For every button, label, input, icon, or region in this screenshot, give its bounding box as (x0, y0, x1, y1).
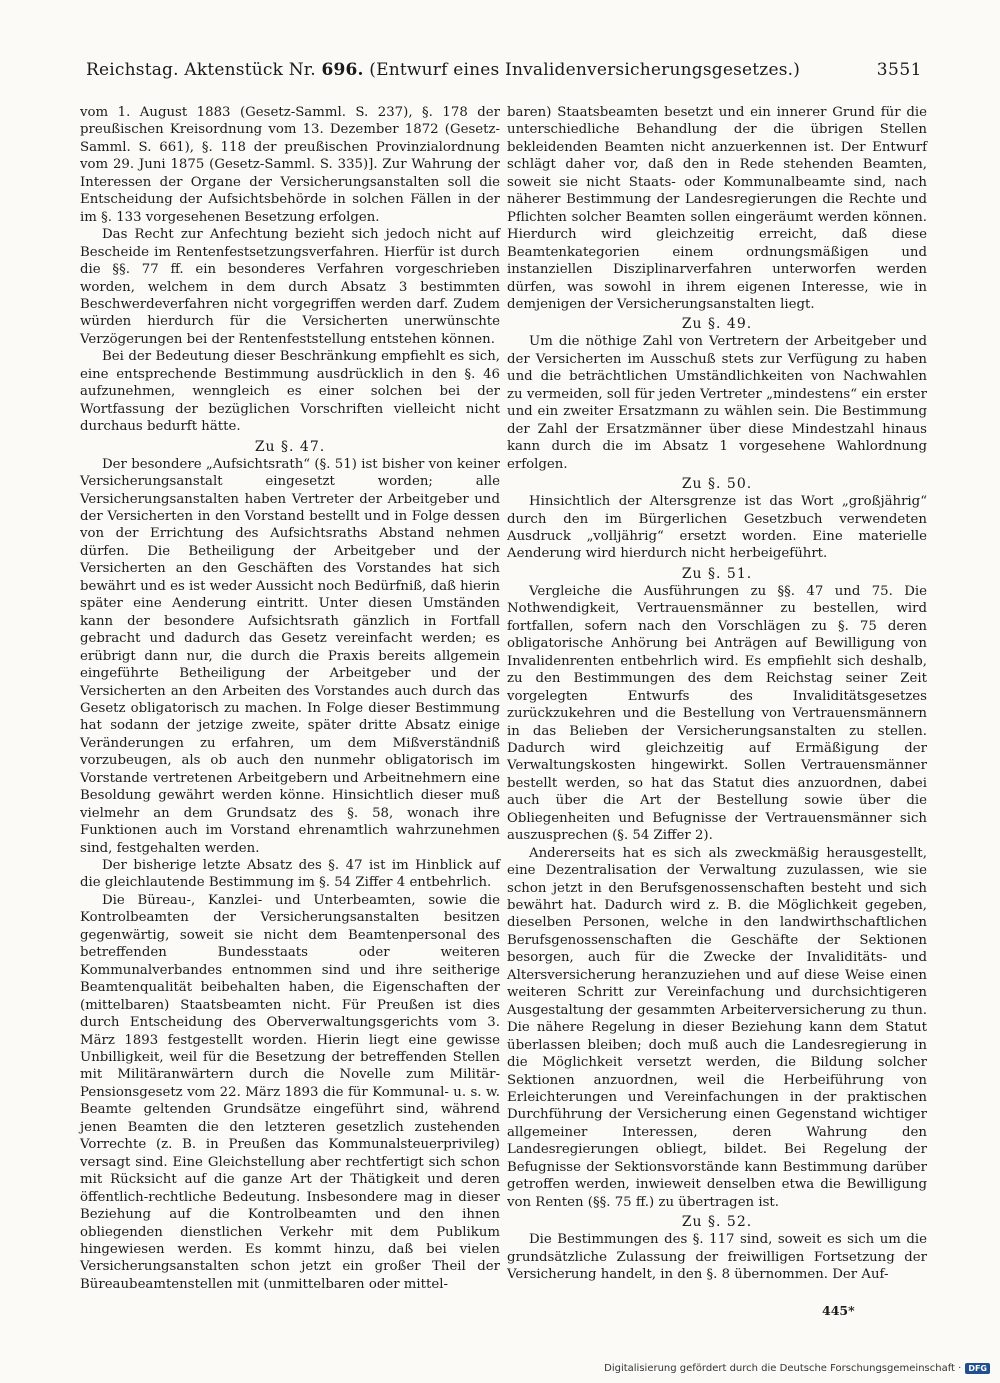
page-number: 3551 (876, 60, 922, 80)
paragraph: Vergleiche die Ausführungen zu §§. 47 und 75. Die Nothwendigkeit, Vertrauensmänner zu bestellen, wird fortfallen, sofern nach den Vorschlägen zu §. 75 deren obligatorische Anhörung bei Anträgen auf Bewilligung von Invalidenrenten entbehrlich wird. Es empfiehlt sich deshalb, zu den Bestimmungen des dem Reichstag seiner Zeit vorgelegten Entwurfs des Invaliditätsgesetzes zurückzukehren und die Bestellung von Vertrauensmännern in das Belieben der Versicherungsanstalten zu stellen. Dadurch wird gleichzeitig auf Ermäßigung der Verwaltungskosten hingewirkt. Sollen Vertrauensmänner bestellt werden, so hat das Statut dies anzuordnen, dabei auch über die Art der Bestellung sowie über die Obliegenheiten und Befugnisse der Vertrauensmänner sich auszusprechen (§. 54 Ziffer 2). (507, 583, 927, 844)
section-heading: Zu §. 52. (681, 1214, 753, 1231)
running-head-suffix: (Entwurf eines Invalidenversicherungsgesetzes.) (369, 60, 801, 80)
document-number: 696. (321, 60, 364, 80)
paragraph: Die Büreau-, Kanzlei- und Unterbeamten, sowie die Kontrolbeamten der Versicherungsanstalten besitzen gegenwärtig, soweit sie nicht dem Beamtenpersonal des betreffenden Bundesstaats oder weiteren Kommunalverbandes entnommen sind und ihre seitherige Beamtenqualität beibehalten haben, die Eigenschaften der (mittelbaren) Staatsbeamten nicht. Für Preußen ist dies durch Entscheidung des Oberverwaltungsgerichts vom 3. März 1893 festgestellt worden. Hierin liegt eine gewisse Unbilligkeit, weil für die Besetzung der betreffenden Stellen mit Militäranwärtern durch die Novelle zum Militär-Pensionsgesetz vom 22. März 1893 die für Kommunal- u. s. w. Beamte geltenden Grundsätze eingeführt sind, während jenen Beamten die den letzteren gesetzlich zustehenden Vorrechte (z. B. in Preußen das Kommunalsteuerprivileg) versagt sind. Eine Gleichstellung aber rechtfertigt sich schon mit Rücksicht auf die ganze Art der Thätigkeit und deren öffentlich-rechtliche Bedeutung. Insbesondere mag in dieser Beziehung auf die Kontrolbeamten und den ihnen obliegenden dienstlichen Verkehr mit dem Publikum hingewiesen werden. Es kommt hinzu, daß bei vielen Versicherungsanstalten schon jetzt ein großer Theil der Büreaubeamtenstellen mit (unmittelbaren oder mittel- (80, 892, 500, 1292)
section-heading: Zu §. 49. (681, 316, 753, 333)
dfg-logo-icon: DFG (965, 1363, 990, 1374)
paragraph: Bei der Bedeutung dieser Beschränkung empfiehlt es sich, eine entsprechende Bestimmung ausdrücklich in den §. 46 aufzunehmen, wenngleich es einer solchen bei der Wortfassung der bezüglichen Vorschriften vielleicht nicht durchaus bedurft hätte. (80, 349, 500, 435)
left-column (80, 104, 500, 1293)
footer-text: Digitalisierung gefördert durch die Deutsche Forschungsgemeinschaft · (604, 1363, 962, 1374)
signature-mark: 445* (822, 1303, 855, 1318)
paragraph: Um die nöthige Zahl von Vertretern der Arbeitgeber und der Versicherten im Ausschuß stets zur Verfügung zu haben und die beträchtlichen Umständlichkeiten von Nachwahlen zu vermeiden, soll für jeden Vertreter „mindestens“ ein erster und ein zweiter Ersatzmann zu wählen sein. Die Bestimmung der Zahl der Ersatzmänner über diese Mindestzahl hinaus kann durch die im Absatz 1 vorgesehene Wahlordnung erfolgen. (507, 334, 927, 472)
footer (604, 1363, 990, 1374)
paragraph: vom 1. August 1883 (Gesetz-Samml. S. 237), §. 178 der preußischen Kreisordnung vom 13. Dezember 1872 (Gesetz-Samml. S. 661), §. 118 der preußischen Provinzialordnung vom 29. Juni 1875 (Gesetz-Samml. S. 335)]. Zur Wahrung der Interessen der Organe der Versicherungsanstalten soll die Entscheidung der Aufsichtsbehörde in solchen Fällen in der im §. 133 vorgesehenen Besetzung erfolgen. (80, 105, 500, 225)
paragraph: Der besondere „Aufsichtsrath“ (§. 51) ist bisher von keiner Versicherungsanstalt eingesetzt worden; alle Versicherungsanstalten haben Vertreter der Arbeitgeber und der Versicherten in den Vorstand bestellt und in Folge dessen von der Errichtung des Aufsichtsraths Abstand nehmen dürfen. Die Betheiligung der Arbeitgeber und der Versicherten an den Geschäften des Vorstandes hat sich bewährt und es ist weder Aussicht noch Bedürfniß, daß hierin später eine Aenderung eintritt. Unter diesen Umständen kann der besondere Aufsichtsrath gänzlich in Fortfall gebracht und dadurch das Gesetz vereinfacht werden; es erübrigt dann nur, die durch die Praxis bereits allgemein eingeführte Betheiligung der Arbeitgeber und der Versicherten an den Arbeiten des Vorstandes auch durch das Gesetz obligatorisch zu machen. In Folge dieser Bestimmung hat sodann der jetzige zweite, später dritte Absatz einige Veränderungen zu erfahren, um dem Mißverständniß vorzubeugen, als ob auch den nunmehr obligatorisch im Vorstande vertretenen Arbeitgebern und Arbeitnehmern eine Besoldung gewährt werden könne. Hinsichtlich dieser muß vielmehr an dem Grundsatz des §. 58, wonach ihre Funktionen auch im Vorstand ehrenamtlich wahrzunehmen sind, festgehalten werden. (80, 456, 500, 856)
running-head-prefix: Reichstag. Aktenstück Nr. (86, 60, 316, 80)
running-head (86, 60, 800, 80)
paragraph: Hinsichtlich der Altersgrenze ist das Wort „großjährig“ durch den im Bürgerlichen Gesetzbuch verwendeten Ausdruck „volljährig“ ersetzt worden. Eine materielle Aenderung wird hierdurch nicht herbeigeführt. (507, 494, 927, 562)
paragraph: Der bisherige letzte Absatz des §. 47 ist im Hinblick auf die gleichlautende Bestimmung im §. 54 Ziffer 4 entbehrlich. (80, 858, 500, 891)
paragraph: Das Recht zur Anfechtung bezieht sich jedoch nicht auf Bescheide im Rentenfestsetzungsverfahren. Hierfür ist durch die §§. 77 ff. ein besonderes Verfahren vorgeschrieben worden, welchem in dem durch Absatz 3 bestimmten Beschwerdeverfahren nicht vorgegriffen werden darf. Zudem würden hierdurch für die Versicherten unerwünschte Verzögerungen bei der Rentenfeststellung entstehen können. (80, 227, 500, 347)
right-column (507, 104, 927, 1284)
paragraph: baren) Staatsbeamten besetzt und ein innerer Grund für die unterschiedliche Behandlung der die übrigen Stellen bekleidenden Beamten nicht anzuerkennen ist. Der Entwurf schlägt daher vor, daß den in Rede stehenden Beamten, soweit sie nicht Staats- oder Kommunalbeamte sind, nach näherer Bestimmung der Landesregierungen die Rechte und Pflichten solcher Beamten sollen eingeräumt werden können. Hierdurch wird gleichzeitig erreicht, daß diese Beamtenkategorien einem ordnungsmäßigen und instanziellen Disziplinarverfahren unterworfen werden dürfen, was sowohl in ihrem eigenen Interesse, wie in demjenigen der Versicherungsanstalten liegt. (507, 105, 927, 312)
paragraph: Die Bestimmungen des §. 117 sind, soweit es sich um die grundsätzliche Zulassung der freiwilligen Fortsetzung der Versicherung handelt, in den §. 8 übernommen. Der Auf- (507, 1232, 927, 1283)
page-header (86, 60, 922, 86)
section-heading: Zu §. 47. (254, 438, 326, 455)
paragraph: Andererseits hat es sich als zweckmäßig herausgestellt, eine Dezentralisation der Verwaltung zuzulassen, wie sie schon jetzt in den Berufsgenossenschaften besteht und sich bewährt hat. Dadurch wird z. B. die Möglichkeit gegeben, dieselben Personen, welche in den landwirthschaftlichen Berufsgenossenschaften die Geschäfte der Sektionen besorgen, auch für die Zwecke der Invaliditäts- und Altersversicherung heranzuziehen und auf diese Weise einen weiteren Schritt zur Vereinfachung und durchsichtigeren Ausgestaltung der gesammten Arbeiterversicherung zu thun. Die nähere Regelung in dieser Beziehung kann dem Statut überlassen bleiben; doch muß auch die Landesregierung in die Möglichkeit versetzt werden, die Bildung solcher Sektionen anzuordnen, weil die Herbeiführung von Erleichterungen und Vereinfachungen in der praktischen Durchführung der Versicherung einen Gegenstand wichtiger allgemeiner Interessen, deren Wahrung den Landesregierungen obliegt, bildet. Bei Regelung der Befugnisse der Sektionsvorstände kann Bestimmung darüber getroffen werden, inwieweit denselben etwa die Bewilligung von Renten (§§. 75 ff.) zu übertragen ist. (507, 845, 927, 1210)
section-heading: Zu §. 50. (681, 476, 753, 493)
section-heading: Zu §. 51. (681, 565, 753, 582)
